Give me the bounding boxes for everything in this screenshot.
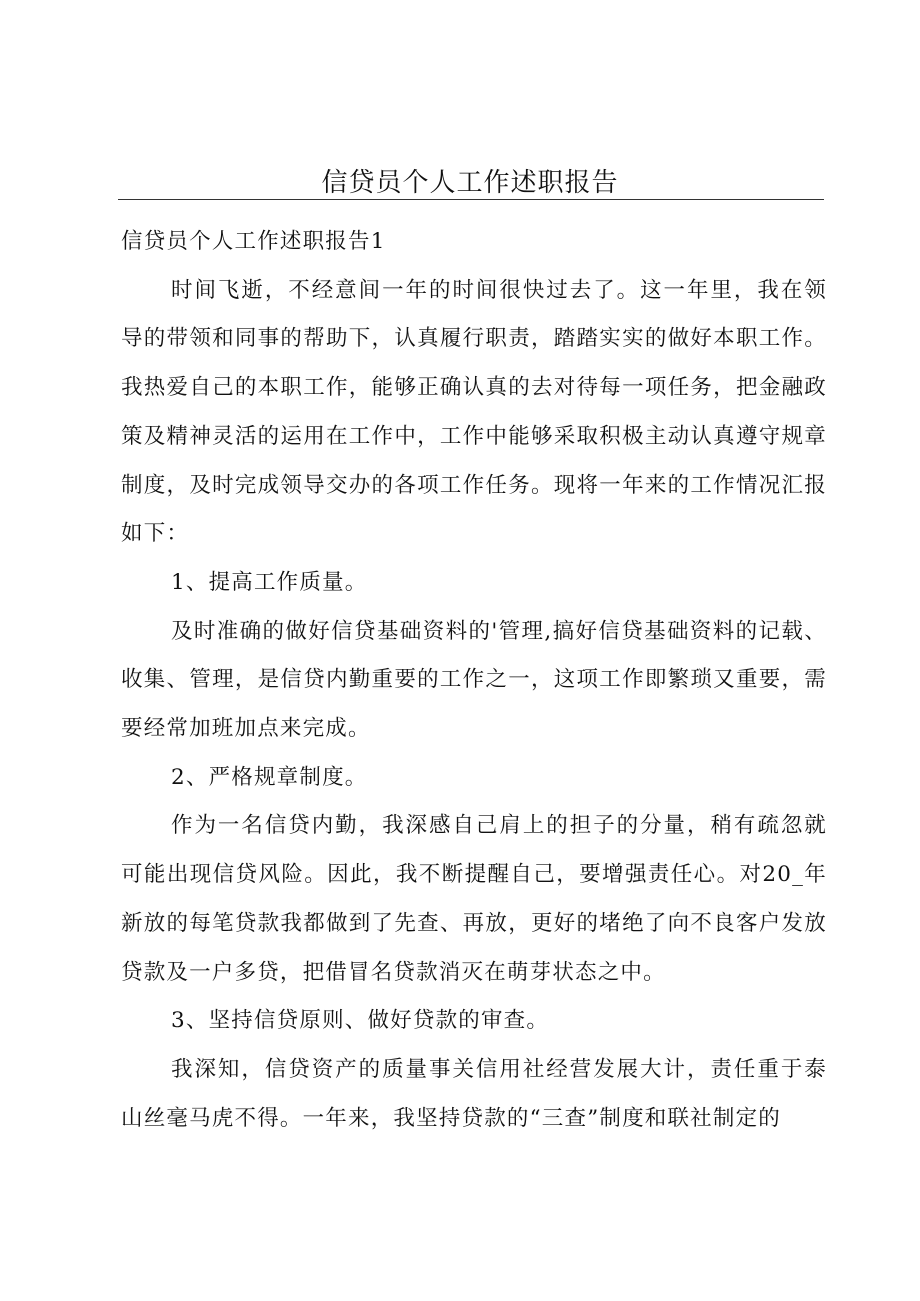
section-heading-3: 3、坚持信贷原则、做好贷款的审查。 — [171, 1008, 550, 1034]
section-heading-2: 2、严格规章制度。 — [171, 764, 368, 790]
intro-paragraph: 时间飞逝，不经意间一年的时间很快过去了。这一年里，我在领导的带领和同事的帮助下，认真履行职责，踏踏实实的做好本职工作。我热爱自己的本职工作，能够正确认真的去对待每一项任务，把金融政策及精神灵活的运用在工作中，工作中能够采取积极主动认真遵守规章制度，及时完成领导交办的各项工作任务。现将一年来的工作情况汇报如下： — [121, 277, 827, 547]
section-paragraph-2: 作为一名信贷内勤，我深感自己肩上的担子的分量，稍有疏忽就可能出现信贷风险。因此，我不断提醒自己，要增强责任心。对20_年新放的每笔贷款我都做到了先查、再放，更好的堵绝了向不良客户发放贷款及一户多贷，把借冒名贷款消灭在萌芽状态之中。 — [121, 813, 827, 985]
document-title: 信贷员个人工作述职报告 — [321, 168, 619, 198]
section-heading-1: 1、提高工作质量。 — [171, 569, 368, 595]
section-subtitle: 信贷员个人工作述职报告1 — [121, 229, 386, 254]
section-paragraph-1: 及时准确的做好信贷基础资料的'管理,搞好信贷基础资料的记载、收集、管理，是信贷内勤重要的工作之一，这项工作即繁琐又重要，需要经常加班加点来完成。 — [121, 618, 827, 742]
document-body — [121, 218, 827, 1143]
section-paragraph-3: 我深知，信贷资产的质量事关信用社经营发展大计，责任重于泰山丝毫马虎不得。一年来，我坚持贷款的“三查”制度和联社制定的 — [121, 1056, 827, 1131]
title-underline — [118, 199, 824, 200]
